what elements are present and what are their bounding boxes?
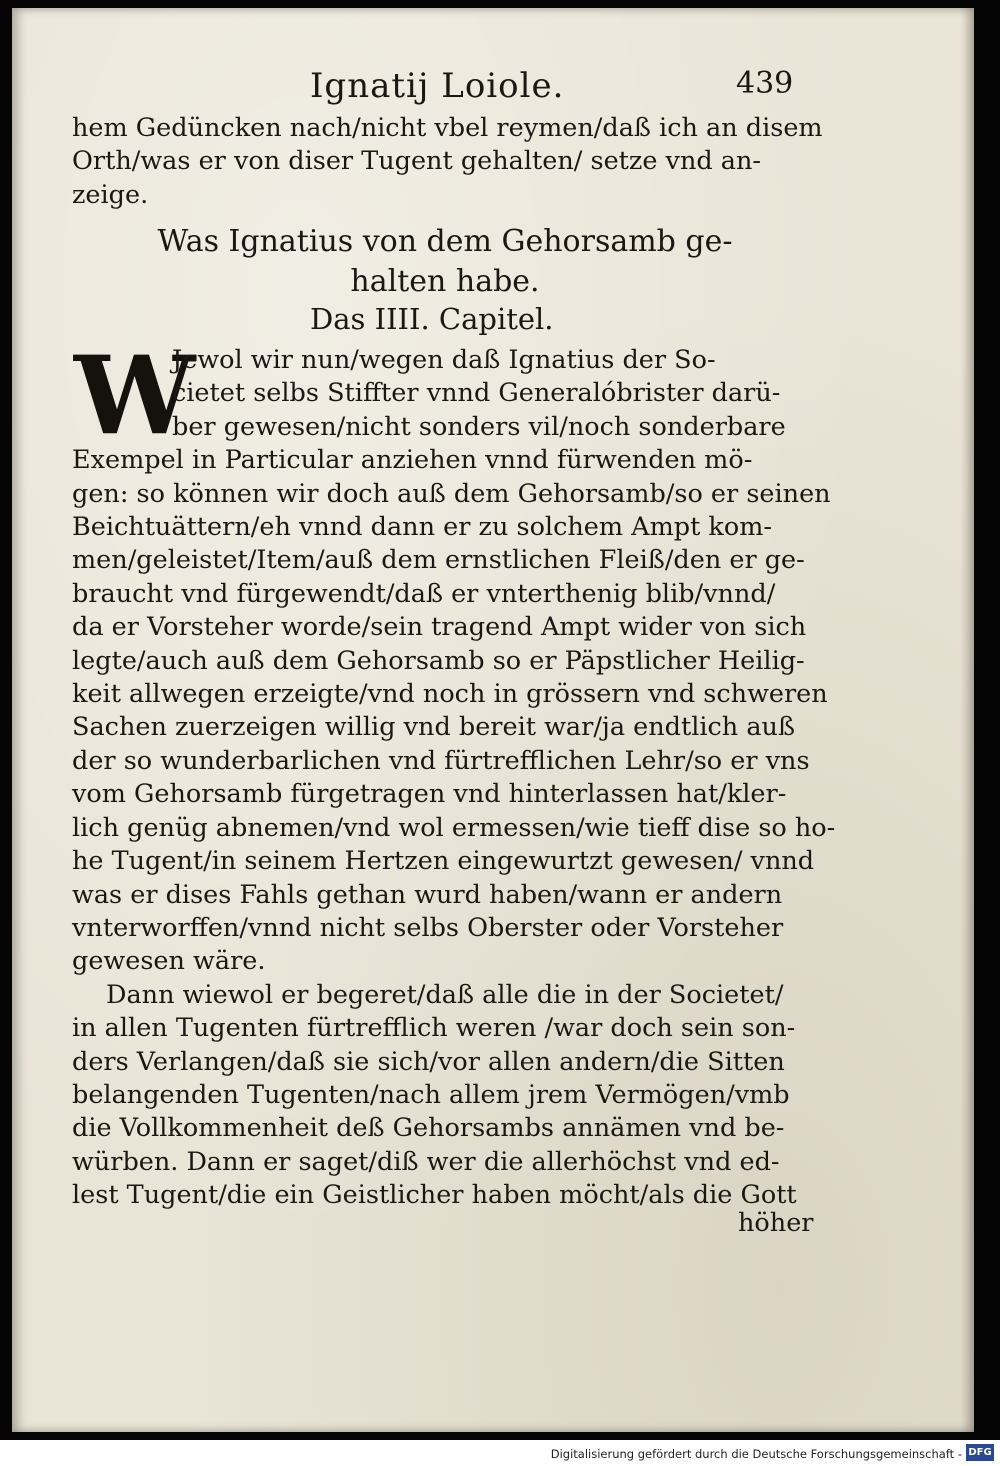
text-line: würben. Dann er saget/diß wer die allerhöchst vnd ed- xyxy=(72,1146,780,1177)
text-line: he Tugent/in seinem Hertzen eingewurtzt gewesen/ vnnd xyxy=(72,846,815,877)
text-line: ders Verlangen/daß sie sich/vor allen andern/die Sitten xyxy=(72,1046,785,1077)
running-head: Ignatij Loiole. xyxy=(310,66,565,106)
text-line: da er Vorsteher worde/sein tragend Ampt wider von sich xyxy=(72,612,807,643)
chapter-title-line: halten habe. xyxy=(350,264,540,299)
footer-bar xyxy=(0,1440,1000,1466)
text-line: braucht vnd fürgewendt/daß er vnterthenig blib/vnnd/ xyxy=(72,578,776,609)
text-line: Jewol wir nun/wegen daß Ignatius der So- xyxy=(172,345,716,375)
text-line: ber gewesen/nicht sonders vil/noch sonderbare xyxy=(172,411,786,442)
text-line: der so wunderbarlichen vnd fürtrefflichen Lehr/so er vns xyxy=(72,745,810,776)
text-line: cietet selbs Stiffter vnnd Generalóbrister darü- xyxy=(172,378,781,409)
chapter-body xyxy=(72,333,836,1213)
intro-text xyxy=(72,112,823,212)
funding-credit: Digitalisierung gefördert durch die Deutsche Forschungsgemeinschaft - xyxy=(550,1447,962,1461)
text-line: in allen Tugenten fürtrefflich weren /war doch sein son- xyxy=(72,1013,796,1044)
chapter-title xyxy=(150,222,740,302)
text-line: zeige. xyxy=(72,179,149,210)
text-line: Sachen zuerzeigen willig vnd bereit war/ja endtlich auß xyxy=(72,712,795,743)
text-line: vom Gehorsamb fürgetragen vnd hinterlassen hat/kler- xyxy=(72,779,787,810)
text-line: vnterworffen/vnnd nicht selbs Oberster oder Vorsteher xyxy=(72,912,784,943)
page-edge-shadow xyxy=(960,8,974,1432)
text-line: legte/auch auß dem Gehorsamb so er Päpstlicher Heilig- xyxy=(72,645,805,676)
chapter-title-line: Was Ignatius von dem Gehorsamb ge- xyxy=(157,224,733,259)
text-line: belangenden Tugenten/nach allem jrem Vermögen/vmb xyxy=(72,1079,790,1110)
text-line: Beichtuättern/eh vnnd dann er zu solchem Ampt kom- xyxy=(72,512,773,543)
text-line: hem Gedüncken nach/nicht vbel reymen/daß ich an disem xyxy=(72,113,823,143)
text-line: Orth/was er von diser Tugent gehalten/ setze vnd an- xyxy=(72,146,762,177)
text-line: men/geleistet/Item/auß dem ernstlichen Fleiß/den er ge- xyxy=(72,545,805,576)
text-line: Dann wiewol er begeret/daß alle die in der Societet/ xyxy=(106,979,784,1010)
text-line: lest Tugent/die ein Geistlicher haben möcht/als die Gott xyxy=(72,1180,797,1211)
text-line: lich genüg abnemen/vnd wol ermessen/wie tieff dise so ho- xyxy=(72,812,836,843)
dfg-logo: DFG xyxy=(966,1444,994,1461)
text-line: was er dises Fahls gethan wurd haben/wann er andern xyxy=(72,879,783,910)
catchword: höher xyxy=(738,1208,814,1238)
text-line: keit allwegen erzeigte/vnd noch in grössern vnd schweren xyxy=(72,679,828,710)
text-line: die Vollkommenheit deß Gehorsambs annämen vnd be- xyxy=(72,1113,785,1144)
text-line: gen: so können wir doch auß dem Gehorsamb/so er seinen xyxy=(72,478,831,509)
chapter-number: Das IIII. Capitel. xyxy=(310,302,554,336)
text-line: gewesen wäre. xyxy=(72,946,266,977)
drop-cap-initial: W xyxy=(74,333,196,459)
text-line: Exempel in Particular anziehen vnnd fürwenden mö- xyxy=(72,445,753,476)
page-number: 439 xyxy=(736,66,794,101)
